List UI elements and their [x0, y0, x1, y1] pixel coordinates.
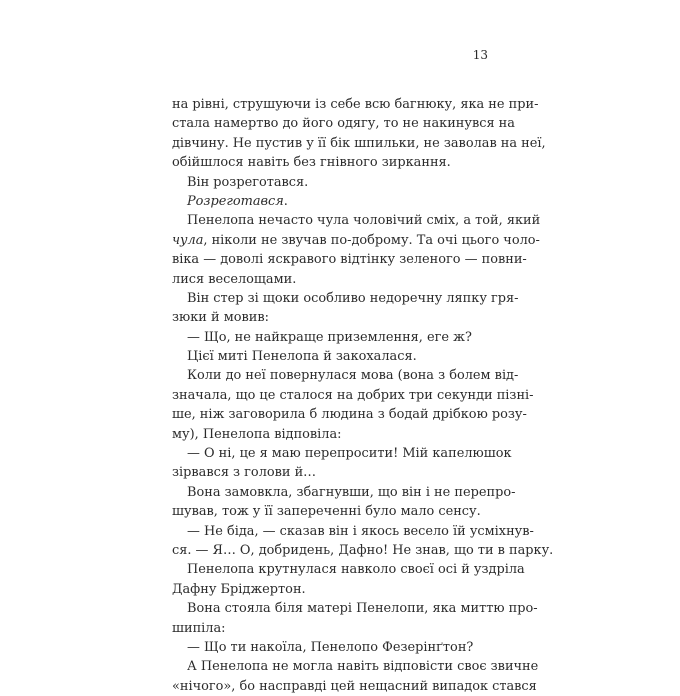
text-span: Цієї миті Пенелопа й закохалася.: [187, 349, 417, 365]
text-span: ше, ніж заговорила б людина з бодай дрібкою розу-: [172, 407, 527, 423]
text-span: Дафну Бріджертон.: [172, 581, 306, 597]
text-span: лися веселощами.: [172, 271, 297, 287]
text-span: — Що ти накоїла, Пенелопо Фезерінґтон?: [187, 639, 474, 655]
text-line: [172, 366, 519, 385]
text-line: [172, 580, 486, 599]
text-line: [172, 619, 486, 638]
text-span: — Що, не найкраще приземлення, еге ж?: [187, 329, 472, 345]
text-span: — О ні, це я маю перепросити! Мій капелюшок: [187, 446, 512, 462]
text-span: зірвався з голови й…: [172, 465, 317, 481]
text-span: ся. — Я… О, добридень, Дафно! Не знав, що ти в парку.: [172, 542, 554, 558]
text-line: [172, 502, 486, 521]
text-line: [172, 657, 539, 676]
text-line: [172, 386, 534, 405]
italic-text: чула: [172, 232, 204, 248]
text-line: [172, 153, 486, 172]
text-span: Він розреготався.: [187, 174, 309, 190]
text-span: Вона стояла біля матері Пенелопи, яка миттю про-: [187, 601, 538, 617]
text-span: — Не біда, — сказав він і якось весело їй усміхнув-: [187, 523, 534, 539]
text-span: , ніколи не звучав по-доброму. Та очі цього чоло-: [203, 232, 540, 248]
text-line: [172, 522, 534, 541]
text-span: Вона замовкла, збагнувши, що він і не перепро-: [187, 484, 516, 500]
text-line: [172, 463, 486, 482]
text-span: стала намертво до його одягу, то не накинувся на: [172, 116, 515, 132]
text-span: на рівні, струшуючи із себе всю багнюку, яка не при-: [172, 97, 539, 112]
text-line: [172, 405, 527, 424]
text-span: шував, тож у її запереченні було мало сенсу.: [172, 504, 481, 520]
text-line: [172, 599, 538, 618]
text-span: му), Пенелопа відповіла:: [172, 426, 342, 442]
text-line: [172, 560, 525, 579]
text-line: [172, 250, 527, 269]
text-line: [172, 173, 486, 192]
text-line: [172, 347, 486, 366]
text-span: .: [283, 193, 288, 209]
text-span: Він стер зі щоки особливо недоречну ляпку гря-: [187, 290, 519, 306]
page-number: 13: [472, 48, 488, 62]
text-span: дівчину. Не пустив у її бік шпильки, не заволав на неї,: [172, 135, 546, 151]
body-text: [172, 95, 554, 696]
text-line: [172, 134, 546, 153]
text-line: [172, 638, 486, 657]
text-span: «нічого», бо насправді цей нещасний випадок стався: [172, 678, 537, 694]
text-span: Пенелопа крутнулася навколо своєї осі й уздріла: [187, 562, 525, 578]
text-line: [172, 231, 540, 250]
text-line: [172, 425, 486, 444]
text-line: [172, 308, 486, 327]
text-span: віка — доволі яскравого відтінку зеленого — повни-: [172, 252, 527, 268]
text-span: А Пенелопа не могла навіть відповісти своє звичне: [187, 659, 539, 675]
text-span: шипіла:: [172, 620, 226, 636]
text-line: [172, 677, 537, 696]
text-span: значала, що це сталося на добрих три секунди пізні-: [172, 387, 534, 403]
text-line: [172, 270, 486, 289]
text-line: [172, 541, 554, 560]
text-line: [172, 289, 519, 308]
text-span: Коли до неї повернулася мова (вона з болем від-: [187, 368, 519, 384]
text-span: обійшлося навіть без гнівного зиркання.: [172, 155, 451, 171]
text-span: зюки й мовив:: [172, 310, 269, 326]
text-line: [172, 95, 539, 114]
text-line: [172, 211, 541, 230]
text-span: Пенелопа нечасто чула чоловічий сміх, а той, який: [187, 213, 541, 229]
italic-text: Розреготався: [187, 193, 284, 209]
text-line: [172, 114, 515, 133]
text-line: [172, 192, 486, 211]
text-line: [172, 483, 516, 502]
text-line: [172, 444, 512, 463]
text-line: [172, 328, 486, 347]
